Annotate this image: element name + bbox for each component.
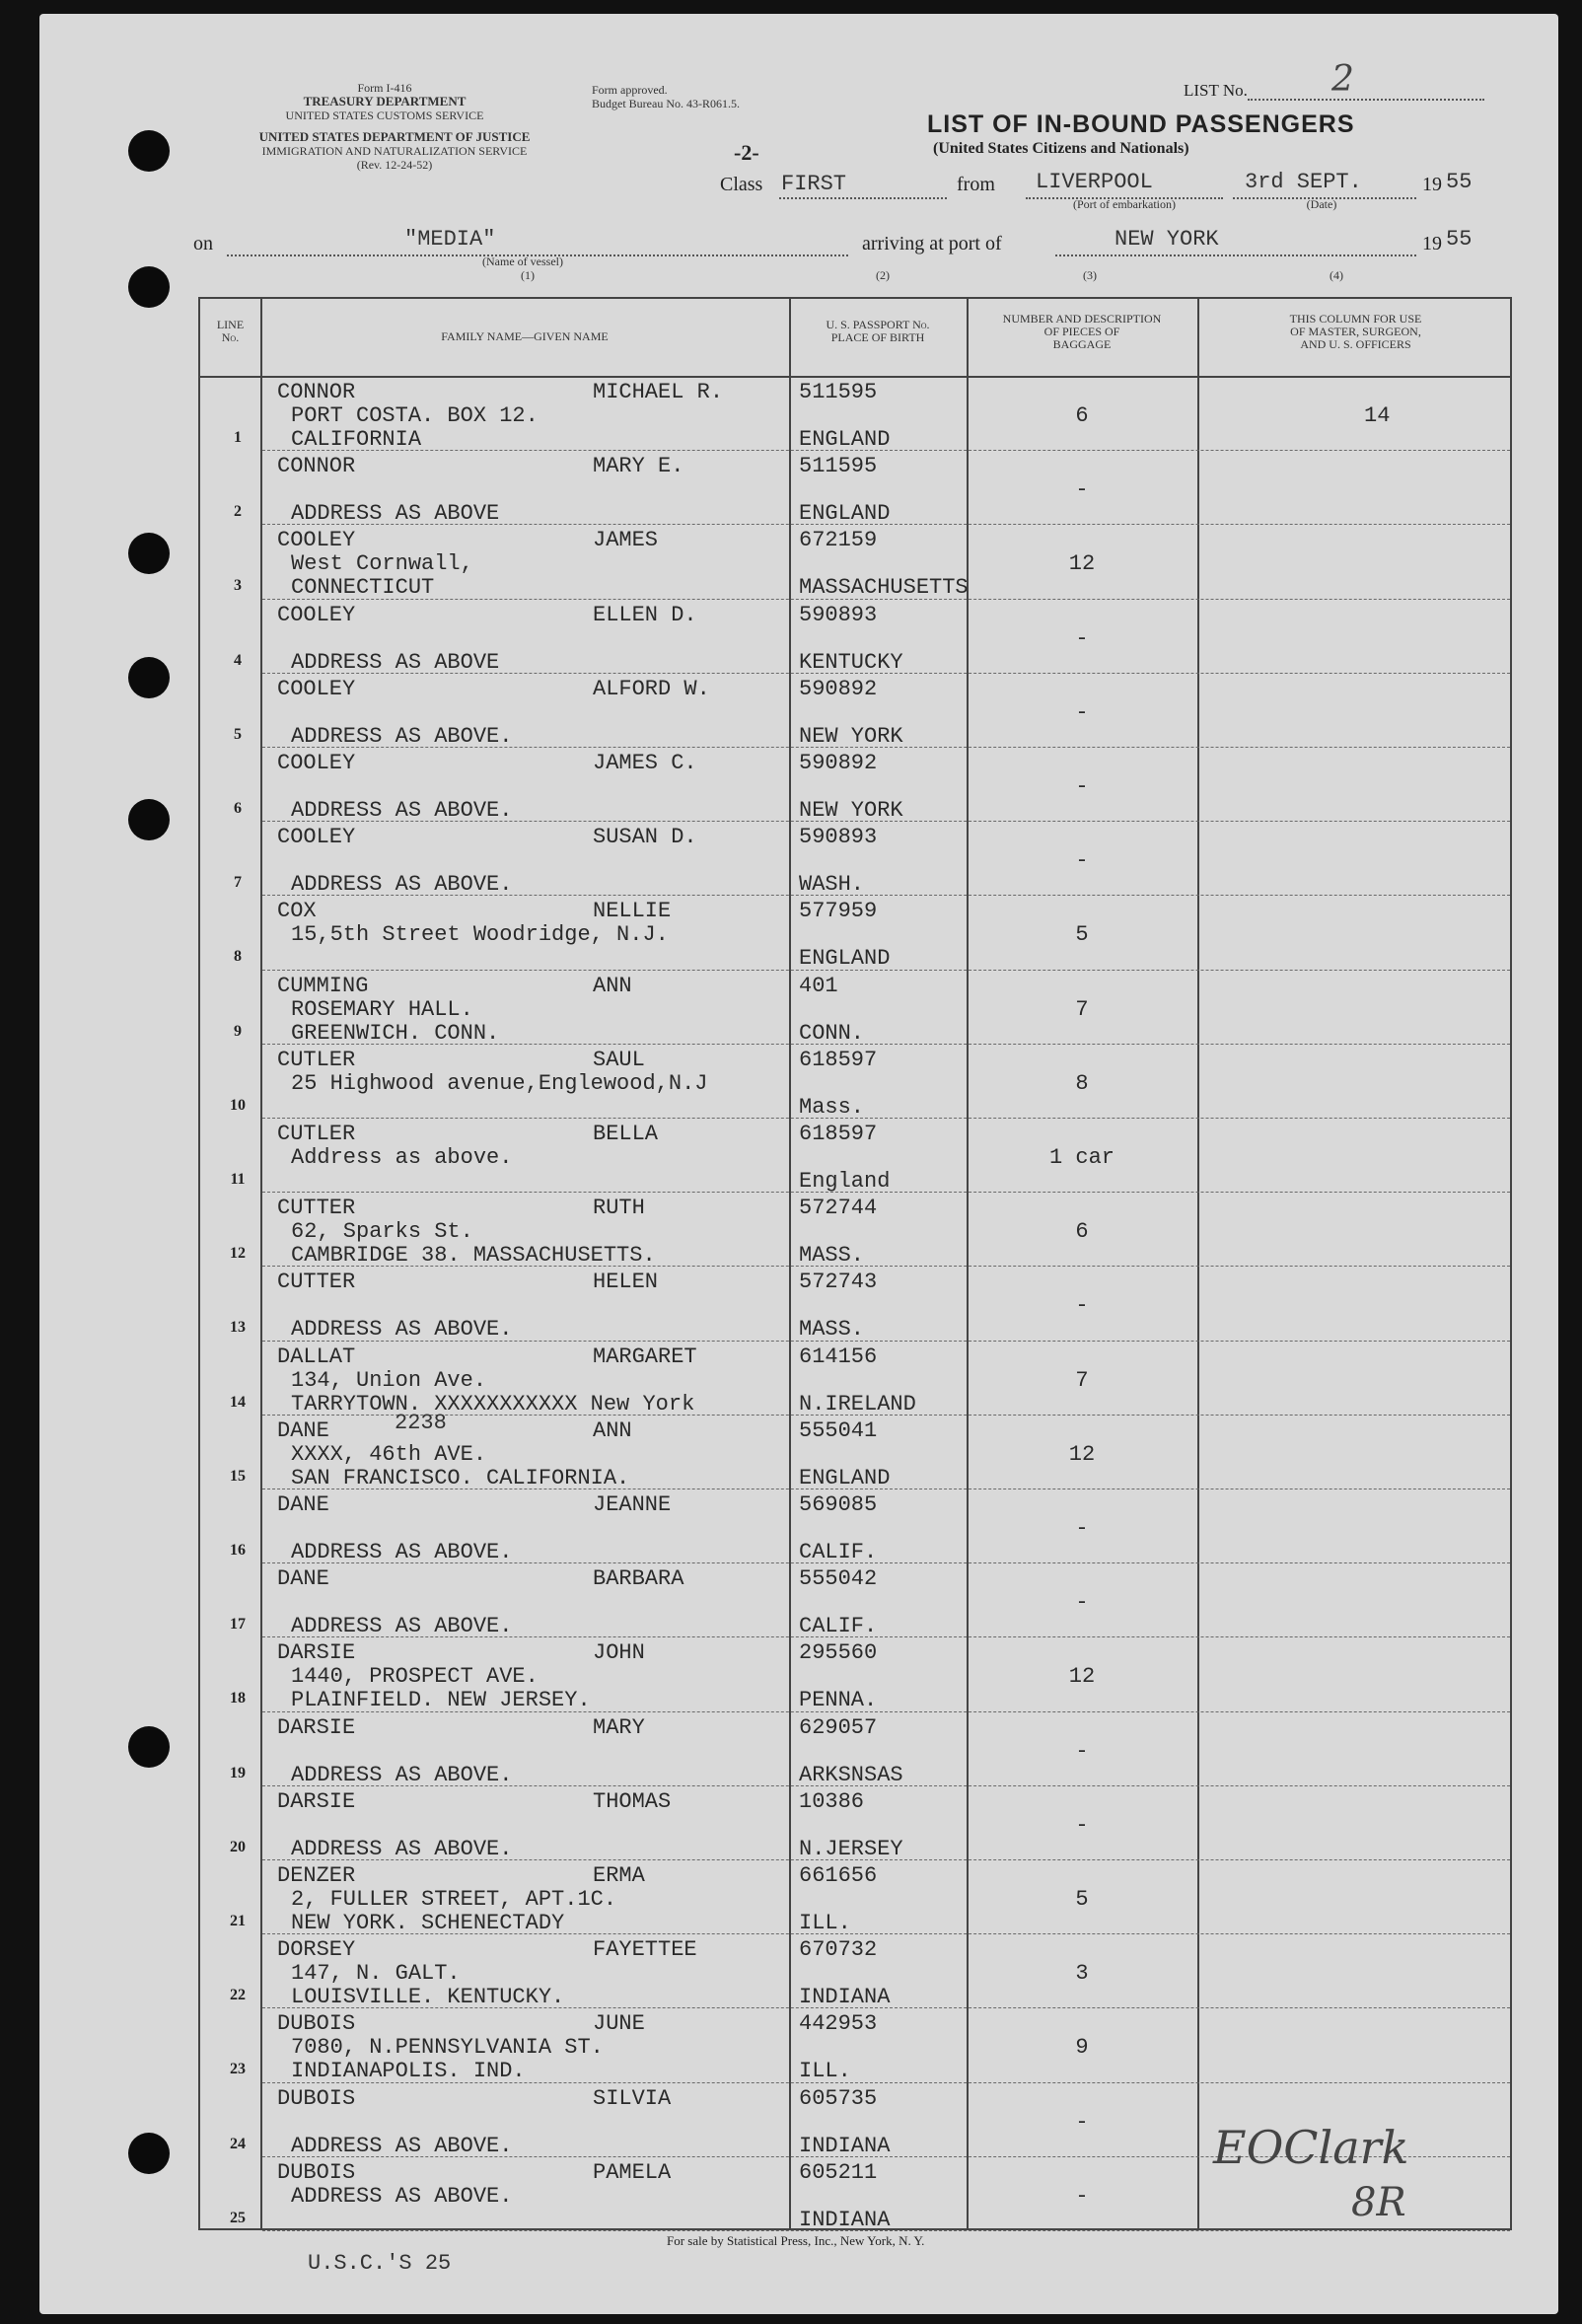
given-name: RUTH (593, 1196, 645, 1221)
row-separator (262, 821, 1510, 822)
treasury-label: TREASURY DEPARTMENT (303, 94, 467, 109)
printer-note: For sale by Statistical Press, Inc., New York, N. Y. (667, 2233, 925, 2248)
punch-hole (128, 533, 170, 574)
year-prefix: 19 (1422, 174, 1442, 195)
row-separator (262, 2007, 1510, 2008)
baggage-count: - (1075, 625, 1089, 651)
officer-note: 14 (1364, 403, 1391, 428)
table-row (200, 1194, 1510, 1268)
line-number: 15 (230, 1467, 246, 1485)
passport-number: 10386 (799, 1788, 865, 1814)
place-of-birth: ILL. (799, 2059, 851, 2084)
address-line-2: ADDRESS AS ABOVE. (291, 2133, 513, 2158)
list-no-value: 2 (1331, 59, 1354, 100)
vessel-value: "MEDIA" (404, 227, 496, 252)
justice-label: UNITED STATES DEPARTMENT OF JUSTICE (258, 129, 531, 144)
table-row (200, 1638, 1510, 1712)
table-row (200, 1787, 1510, 1861)
baggage-count: - (1075, 848, 1089, 874)
given-name: SUSAN D. (593, 825, 697, 850)
col-header-officers (1197, 313, 1514, 351)
line-number: 23 (230, 2061, 246, 2078)
address-line-2: ADDRESS AS ABOVE (291, 501, 500, 527)
col-header-line-2: No. (221, 330, 240, 344)
line-number: 21 (230, 1913, 246, 1929)
line-number: 9 (234, 1022, 242, 1040)
address-line-2: ADDRESS AS ABOVE. (291, 723, 513, 749)
address-line-1: 2, FULLER STREET, APT.1C. (291, 1887, 617, 1912)
baggage-count: 6 (1075, 403, 1089, 428)
family-name: COX (277, 899, 317, 924)
date-value: 3rd SEPT. (1245, 170, 1362, 194)
baggage-count: 5 (1075, 1887, 1089, 1912)
address-line-2: ADDRESS AS ABOVE. (291, 1540, 513, 1564)
line-number: 16 (230, 1542, 246, 1559)
line-number: 25 (230, 2209, 246, 2226)
from-label: from (957, 174, 995, 195)
customs-label: UNITED STATES CUSTOMS SERVICE (285, 109, 484, 122)
place-of-birth: INDIANA (799, 1985, 891, 2010)
col-header-passport (789, 319, 967, 344)
row-separator (262, 599, 1510, 600)
given-name: MARGARET (593, 1344, 697, 1369)
address-line-1: 25 Highwood avenue,Englewood,N.J (291, 1070, 708, 1096)
address-line-2: CAMBRIDGE 38. MASSACHUSETTS. (291, 1243, 656, 1269)
family-name: DANE (277, 1566, 329, 1592)
col2-number: (2) (876, 268, 890, 282)
page-marker: -2- (734, 140, 759, 165)
dane-number-annotation: 2238 (395, 1411, 447, 1435)
passport-number: 590892 (799, 751, 878, 775)
line-number: 11 (230, 1171, 246, 1188)
given-name: ANN (593, 1417, 632, 1443)
class-label: Class (720, 174, 763, 195)
row-separator (262, 2230, 1510, 2231)
table-row (200, 1268, 1510, 1342)
family-name: DORSEY (277, 1937, 356, 1963)
table-row (200, 972, 1510, 1046)
year2-prefix: 19 (1422, 233, 1442, 254)
address-line-1: 15,5th Street Woodridge, N.J. (291, 922, 669, 948)
passport-number: 605735 (799, 2085, 878, 2111)
place-of-birth: CALIF. (799, 1540, 878, 1564)
place-of-birth: MASSACHUSETTS (799, 575, 969, 601)
place-of-birth: N.IRELAND (799, 1391, 916, 1416)
address-line-2: TARRYTOWN. XXXXXXXXXXX New York (291, 1391, 695, 1416)
address-line-2: ADDRESS AS ABOVE. (291, 798, 513, 823)
address-line-2: ADDRESS AS ABOVE. (291, 1317, 513, 1343)
table-row (200, 897, 1510, 971)
punch-hole (128, 1726, 170, 1768)
table-row (200, 749, 1510, 823)
family-name: CUTTER (277, 1270, 356, 1295)
punch-hole (128, 130, 170, 172)
place-of-birth: INDIANA (799, 2207, 891, 2232)
address-line-1: ROSEMARY HALL. (291, 996, 473, 1022)
place-of-birth: PENNA. (799, 1688, 878, 1713)
table-row (200, 2009, 1510, 2083)
passport-number: 670732 (799, 1937, 878, 1963)
place-of-birth: ENGLAND (799, 501, 891, 527)
class-line (779, 197, 947, 199)
baggage-count: 1 car (1048, 1145, 1115, 1170)
family-name: DUBOIS (277, 2011, 356, 2037)
page-title: LIST OF IN-BOUND PASSENGERS (927, 110, 1355, 138)
address-line-1: West Cornwall, (291, 551, 473, 577)
baggage-count: - (1075, 477, 1089, 503)
row-separator (262, 673, 1510, 674)
department-block (197, 130, 592, 172)
table-row (200, 1343, 1510, 1416)
place-of-birth: NEW YORK (799, 798, 903, 823)
place-of-birth: ENGLAND (799, 1465, 891, 1490)
address-line-2: NEW YORK. SCHENECTADY (291, 1911, 565, 1935)
line-number: 18 (230, 1690, 246, 1707)
on-label: on (193, 233, 213, 254)
baggage-count: 6 (1075, 1219, 1089, 1245)
line-number: 10 (230, 1096, 246, 1114)
col-header-officers-3: AND U. S. OFFICERS (1300, 337, 1411, 351)
address-line-1: 134, Union Ave. (291, 1367, 487, 1393)
address-line-2: ADDRESS AS ABOVE (291, 649, 500, 675)
signature-initials: 8R (1351, 2180, 1406, 2225)
row-separator (262, 1192, 1510, 1193)
given-name: NELLIE (593, 899, 672, 924)
line-number: 5 (234, 725, 242, 743)
line-number: 13 (230, 1319, 246, 1337)
table-row (200, 526, 1510, 600)
baggage-count: 12 (1068, 1664, 1096, 1690)
family-name: CUTTER (277, 1196, 356, 1221)
table-row (200, 1564, 1510, 1638)
line-number: 12 (230, 1245, 246, 1263)
given-name: MARY (593, 1714, 645, 1740)
passport-number: 511595 (799, 380, 878, 404)
given-name: JUNE (593, 2011, 645, 2037)
list-no-line (1248, 99, 1484, 101)
table-row (200, 452, 1510, 526)
baggage-count: - (1075, 1516, 1089, 1541)
family-name: COOLEY (277, 528, 356, 553)
passport-number: 590892 (799, 676, 878, 701)
row-separator (262, 1636, 1510, 1637)
row-separator (262, 1415, 1510, 1416)
place-of-birth: N.JERSEY (799, 1836, 903, 1861)
place-of-birth: ILL. (799, 1911, 851, 1935)
table-row (200, 823, 1510, 897)
col-header-baggage-2: OF PIECES OF (1043, 325, 1120, 338)
passport-number: 590893 (799, 602, 878, 627)
ins-label: IMMIGRATION AND NATURALIZATION SERVICE (261, 144, 528, 158)
baggage-count: - (1075, 774, 1089, 799)
row-separator (262, 1044, 1510, 1045)
given-name: BARBARA (593, 1566, 684, 1592)
given-name: ANN (593, 973, 632, 998)
line-number: 2 (234, 503, 242, 521)
place-of-birth: MASS. (799, 1243, 865, 1269)
col-header-line-1: LINE (216, 318, 245, 331)
passport-number: 661656 (799, 1863, 878, 1888)
row-separator (262, 1933, 1510, 1934)
given-name: ERMA (593, 1863, 645, 1888)
line-number: 14 (230, 1393, 246, 1411)
address-line-2: ADDRESS AS ABOVE. (291, 872, 513, 898)
line-number: 22 (230, 1987, 246, 2004)
col-header-passport-1: U. S. PASSPORT No. (826, 318, 930, 331)
punch-hole (128, 266, 170, 308)
from-caption: (Port of embarkation) (1073, 197, 1176, 211)
officer-signature: EOClark (1213, 2121, 1409, 2174)
baggage-count: 7 (1075, 1367, 1089, 1393)
vessel-caption: (Name of vessel) (482, 254, 563, 268)
family-name: DANE (277, 1492, 329, 1517)
baggage-count: - (1075, 1590, 1089, 1616)
baggage-count: 12 (1068, 1441, 1096, 1467)
line-number: 6 (234, 800, 242, 817)
family-name: COOLEY (277, 676, 356, 701)
date-caption: (Date) (1306, 197, 1337, 211)
baggage-count: 8 (1075, 1070, 1089, 1096)
class-value: FIRST (781, 172, 847, 196)
line-number: 4 (234, 651, 242, 669)
row-separator (262, 1711, 1510, 1712)
address-line-2: GREENWICH. CONN. (291, 1020, 500, 1046)
address-line-2: INDIANAPOLIS. IND. (291, 2059, 526, 2084)
address-line-2: ADDRESS AS ABOVE. (291, 1614, 513, 1639)
budget-line: Budget Bureau No. 43-R061.5. (592, 97, 740, 110)
revision-label: (Rev. 12-24-52) (356, 158, 433, 172)
address-line-2: PLAINFIELD. NEW JERSEY. (291, 1688, 591, 1713)
col-header-baggage-3: BAGGAGE (1052, 337, 1112, 351)
line-number: 24 (230, 2135, 246, 2152)
given-name: SAUL (593, 1047, 645, 1072)
baggage-count: - (1075, 1738, 1089, 1764)
address-line-1: 7080, N.PENNSYLVANIA ST. (291, 2035, 604, 2061)
table-row (200, 1490, 1510, 1564)
family-name: DENZER (277, 1863, 356, 1888)
line-number: 17 (230, 1616, 246, 1634)
passport-number: 590893 (799, 825, 878, 850)
given-name: ALFORD W. (593, 676, 710, 701)
passport-number: 618597 (799, 1047, 878, 1072)
col1-number: (1) (521, 268, 535, 282)
given-name: BELLA (593, 1122, 659, 1146)
address-line-1: 147, N. GALT. (291, 1961, 461, 1987)
table-row (200, 675, 1510, 749)
address-line-2: CALIFORNIA (291, 427, 422, 452)
baggage-count: 9 (1075, 2035, 1089, 2061)
family-name: DANE (277, 1417, 329, 1443)
table-row (200, 378, 1510, 452)
passport-number: 605211 (799, 2159, 878, 2185)
place-of-birth: England (799, 1169, 891, 1194)
place-of-birth: CONN. (799, 1020, 865, 1046)
row-separator (262, 450, 1510, 451)
address-line-1: XXXX, 46th AVE. (291, 1441, 487, 1467)
family-name: DUBOIS (277, 2159, 356, 2185)
list-no-label: LIST No. (1184, 81, 1248, 100)
passport-number: 577959 (799, 899, 878, 924)
year-value: 55 (1446, 170, 1473, 194)
approval-note (592, 83, 828, 110)
passport-number: 572744 (799, 1196, 878, 1221)
punch-hole (128, 799, 170, 840)
address-line-1: 1440, PROSPECT AVE. (291, 1664, 539, 1690)
passport-number: 629057 (799, 1714, 878, 1740)
table-row (200, 1120, 1510, 1194)
row-separator (262, 1118, 1510, 1119)
col-header-name: FAMILY NAME—GIVEN NAME (441, 329, 609, 343)
family-name: CUTLER (277, 1122, 356, 1146)
family-name: CUMMING (277, 973, 369, 998)
family-name: CONNOR (277, 454, 356, 479)
table-row (200, 1935, 1510, 2009)
baggage-count: 7 (1075, 996, 1089, 1022)
given-name: ELLEN D. (593, 602, 697, 627)
baggage-count: - (1075, 2183, 1089, 2209)
given-name: MICHAEL R. (593, 380, 724, 404)
port-line (1055, 254, 1416, 256)
col-header-officers-1: THIS COLUMN FOR USE (1289, 312, 1422, 326)
address-line-1: 62, Sparks St. (291, 1219, 473, 1245)
table-row (200, 601, 1510, 675)
passport-number: 618597 (799, 1122, 878, 1146)
address-line-1: ADDRESS AS ABOVE. (291, 2183, 513, 2209)
line-number: 20 (230, 1838, 246, 1855)
row-separator (262, 747, 1510, 748)
place-of-birth: INDIANA (799, 2133, 891, 2158)
passport-number: 442953 (799, 2011, 878, 2037)
line-number: 19 (230, 1764, 246, 1781)
col-header-passport-2: PLACE OF BIRTH (830, 330, 925, 344)
punch-hole (128, 2133, 170, 2174)
passport-number: 672159 (799, 528, 878, 553)
row-separator (262, 895, 1510, 896)
line-number: 3 (234, 577, 242, 595)
row-separator (262, 1562, 1510, 1563)
given-name: SILVIA (593, 2085, 672, 2111)
given-name: JEANNE (593, 1492, 672, 1517)
address-line-2: ADDRESS AS ABOVE. (291, 1836, 513, 1861)
row-separator (262, 1341, 1510, 1342)
given-name: JAMES C. (593, 751, 697, 775)
table-row (200, 1046, 1510, 1120)
row-separator (262, 1266, 1510, 1267)
family-name: COOLEY (277, 751, 356, 775)
col3-number: (3) (1083, 268, 1097, 282)
address-line-2: ADDRESS AS ABOVE. (291, 1762, 513, 1787)
col-header-officers-2: OF MASTER, SURGEON, (1290, 325, 1421, 338)
line-number: 7 (234, 874, 242, 892)
baggage-count: - (1075, 1293, 1089, 1319)
year2-value: 55 (1446, 227, 1473, 252)
line-number: 1 (234, 429, 242, 446)
baggage-count: 5 (1075, 922, 1089, 948)
given-name: PAMELA (593, 2159, 672, 2185)
col-header-baggage (967, 313, 1197, 351)
address-line-2: LOUISVILLE. KENTUCKY. (291, 1985, 565, 2010)
place-of-birth: MASS. (799, 1317, 865, 1343)
place-of-birth: CALIF. (799, 1614, 878, 1639)
address-line-2: SAN FRANCISCO. CALIFORNIA. (291, 1465, 630, 1490)
form-number: Form I-416 (357, 81, 412, 95)
family-name: DARSIE (277, 1788, 356, 1814)
form-identifier (237, 81, 533, 122)
place-of-birth: Mass. (799, 1094, 865, 1120)
row-separator (262, 1859, 1510, 1860)
passport-number: 555041 (799, 1417, 878, 1443)
place-of-birth: WASH. (799, 872, 865, 898)
family-name: DARSIE (277, 1640, 356, 1666)
table-row (200, 1861, 1510, 1935)
family-name: DARSIE (277, 1714, 356, 1740)
uscs-note: U.S.C.'S 25 (308, 2251, 452, 2276)
row-separator (262, 2082, 1510, 2083)
baggage-count: - (1075, 699, 1089, 725)
from-value: LIVERPOOL (1036, 170, 1153, 194)
given-name: JAMES (593, 528, 659, 553)
passport-number: 295560 (799, 1640, 878, 1666)
passport-number: 572743 (799, 1270, 878, 1295)
given-name: FAYETTEE (593, 1937, 697, 1963)
col-header-line (200, 319, 260, 344)
col-header-baggage-1: NUMBER AND DESCRIPTION (1002, 312, 1162, 326)
arriving-label: arriving at port of (862, 233, 1002, 254)
family-name: CUTLER (277, 1047, 356, 1072)
table-row (200, 1713, 1510, 1787)
passport-number: 555042 (799, 1566, 878, 1592)
baggage-count: - (1075, 1812, 1089, 1838)
family-name: COOLEY (277, 602, 356, 627)
family-name: COOLEY (277, 825, 356, 850)
given-name: JOHN (593, 1640, 645, 1666)
approval-line: Form approved. (592, 83, 668, 97)
passport-number: 401 (799, 973, 838, 998)
passport-number: 614156 (799, 1344, 878, 1369)
baggage-count: - (1075, 2109, 1089, 2135)
place-of-birth: NEW YORK (799, 723, 903, 749)
port-value: NEW YORK (1115, 227, 1219, 252)
place-of-birth: KENTUCKY (799, 649, 903, 675)
given-name: THOMAS (593, 1788, 672, 1814)
given-name: HELEN (593, 1270, 659, 1295)
family-name: DUBOIS (277, 2085, 356, 2111)
place-of-birth: ENGLAND (799, 427, 891, 452)
baggage-count: 12 (1068, 551, 1096, 577)
passport-number: 511595 (799, 454, 878, 479)
col4-number: (4) (1330, 268, 1343, 282)
family-name: CONNOR (277, 380, 356, 404)
passenger-table (198, 297, 1512, 2230)
place-of-birth: ARKSNSAS (799, 1762, 903, 1787)
page-subtitle: (United States Citizens and Nationals) (933, 140, 1189, 157)
row-separator (262, 524, 1510, 525)
address-line-1: Address as above. (291, 1145, 513, 1170)
baggage-count: 3 (1075, 1961, 1089, 1987)
given-name: MARY E. (593, 454, 684, 479)
address-line-2: CONNECTICUT (291, 575, 435, 601)
line-number: 8 (234, 948, 242, 966)
family-name: DALLAT (277, 1344, 356, 1369)
address-line-1: PORT COSTA. BOX 12. (291, 403, 539, 428)
place-of-birth: ENGLAND (799, 946, 891, 972)
passport-number: 569085 (799, 1492, 878, 1517)
punch-hole (128, 657, 170, 698)
row-separator (262, 970, 1510, 971)
row-separator (262, 1785, 1510, 1786)
